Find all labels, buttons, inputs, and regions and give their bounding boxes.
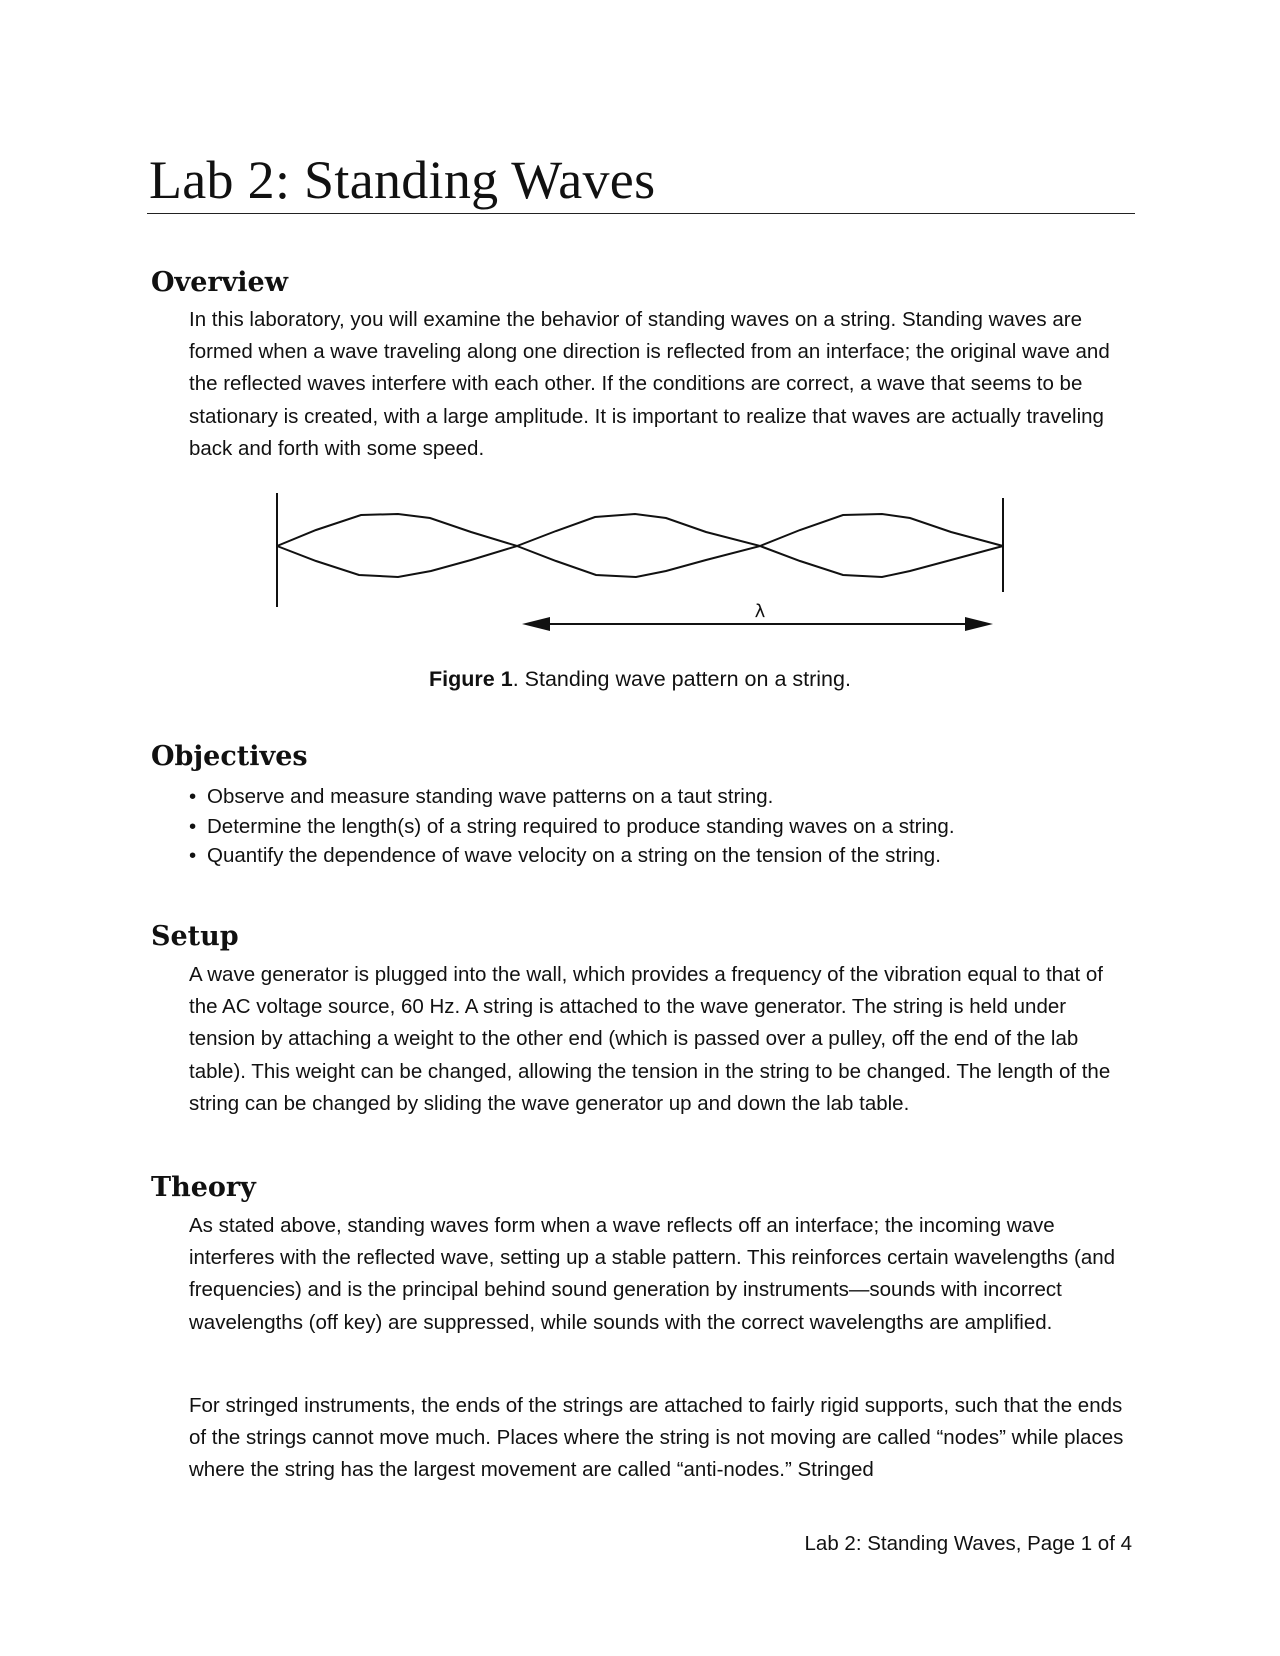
wave-envelope-lower xyxy=(277,546,1003,577)
bullet-icon: • xyxy=(189,814,197,838)
theory-paragraph-1: As stated above, standing waves form when a wave reflects off an interface; the incoming wave interferes with the reflected wave, setting up a stable pattern. This reinforces certain wavelengths (and frequencies) and is the principal behind sound generation by instruments—sounds with incorrect wavelengths (off key) are suppressed, while sounds with the correct wavelengths are amplified. xyxy=(189,1214,1116,1334)
lambda-label: λ xyxy=(754,601,766,622)
figure-caption xyxy=(0,665,1280,693)
wavelength-arrow-right-head xyxy=(965,617,993,631)
wave-envelope-upper xyxy=(277,514,1003,546)
theory-paragraph-2: For stringed instruments, the ends of the strings are attached to fairly rigid supports, such that the ends of the strings cannot move much. Places where the string is not moving are called “nodes” while places where the string has the largest movement are called “anti-nodes.” Stringed xyxy=(189,1394,1124,1482)
objective-text: Quantify the dependence of wave velocity on a string on the tension of the string. xyxy=(207,844,941,867)
title-underline xyxy=(147,213,1135,214)
list-item xyxy=(189,782,1129,812)
theory-heading: Theory xyxy=(151,1172,256,1203)
objective-text: Observe and measure standing wave patterns on a taut string. xyxy=(207,785,774,808)
page-footer: Lab 2: Standing Waves, Page 1 of 4 xyxy=(804,1532,1132,1555)
figure-caption-text: . Standing wave pattern on a string. xyxy=(512,667,851,691)
setup-paragraph: A wave generator is plugged into the wall, which provides a frequency of the vibration equal to that of the AC voltage source, 60 Hz. A string is attached to the wave generator. The string is held under tension by attaching a weight to the other end (which is passed over a pulley, off the end of the lab table). This weight can be changed, allowing the tension in the string to be changed. The length of the string can be changed by sliding the wave generator up and down the lab table. xyxy=(189,963,1111,1115)
figure-caption-label: Figure 1 xyxy=(429,667,513,691)
setup-heading: Setup xyxy=(151,921,239,952)
document-title: Lab 2: Standing Waves xyxy=(149,150,656,210)
objectives-heading: Objectives xyxy=(151,741,308,772)
overview-paragraph: In this laboratory, you will examine the behavior of standing waves on a string. Standing waves are formed when a wave traveling along one direction is reflected from an interface; the original wave and the reflected waves interfere with each other. If the conditions are correct, a wave that seems to be stationary is created, with a large amplitude. It is important to realize that waves are actually traveling back and forth with some speed. xyxy=(189,308,1110,460)
list-item xyxy=(189,841,1129,871)
objectives-list xyxy=(189,782,1129,871)
bullet-icon: • xyxy=(189,844,197,867)
overview-heading: Overview xyxy=(151,267,288,298)
list-item xyxy=(189,812,1129,842)
objective-text: Determine the length(s) of a string required to produce standing waves on a string. xyxy=(207,814,955,838)
standing-wave-figure xyxy=(260,480,1020,640)
bullet-icon: • xyxy=(189,785,197,808)
wavelength-arrow-left-head xyxy=(522,617,550,631)
